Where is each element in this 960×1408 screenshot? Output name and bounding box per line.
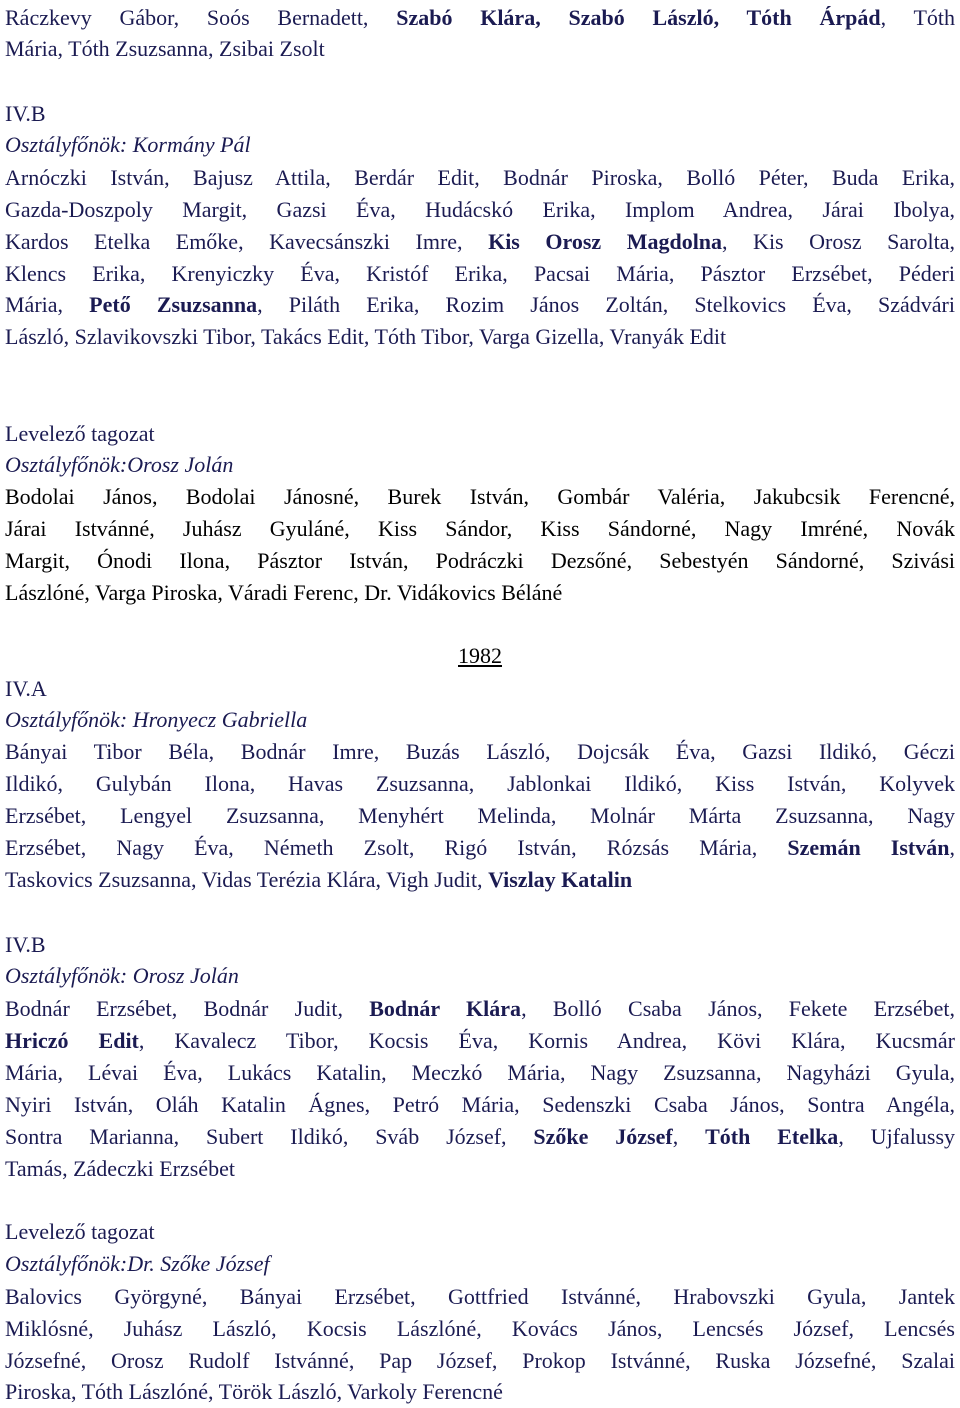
bold-name: Szabó Klára <box>396 5 536 30</box>
text-run: , Bolló Csaba János, Fekete Erzsébet, <box>521 996 955 1021</box>
bold-name: Pető Zsuzsanna <box>89 292 258 317</box>
text-run: , Kavalecz Tibor, Kocsis Éva, Kornis Andrea, Kövi Klára, Kucsmár <box>138 1028 955 1053</box>
bold-name: Bodnár Klára <box>369 996 522 1021</box>
class-teacher: Osztályfőnök:Orosz Jolán <box>5 452 234 477</box>
name-list-line: Ildikó, Gulybán Ilona, Havas Zsuzsanna, Jablonkai Ildikó, Kiss István, Kolyvek <box>5 771 955 796</box>
text-run: Ráczkevy Gábor, Soós Bernadett, <box>5 5 397 30</box>
bold-name: Hriczó Edit <box>5 1028 139 1053</box>
bold-name: Tóth Etelka <box>705 1124 839 1149</box>
text-run: , Ujfalussy <box>838 1124 956 1149</box>
text-run: , <box>713 5 747 30</box>
class-teacher: Osztályfőnök: Hronyecz Gabriella <box>5 707 308 732</box>
text-run: , <box>949 835 955 860</box>
class-heading: IV.B <box>5 101 46 126</box>
name-list-line: Bodolai János, Bodolai Jánosné, Burek István, Gombár Valéria, Jakubcsik Ferencné, <box>5 484 955 509</box>
text-run: , Kis Orosz Sarolta, <box>722 229 955 254</box>
name-list-line: Miklósné, Juhász László, Kocsis Lászlóné, Kovács János, Lencsés József, Lencsés <box>5 1316 955 1341</box>
name-list-line: Tamás, Zádeczki Erzsébet <box>5 1156 235 1181</box>
name-list-line <box>5 864 955 896</box>
bold-name: Kis Orosz Magdolna <box>488 229 723 254</box>
name-list-line: Balovics Györgyné, Bányai Erzsébet, Gottfried Istvánné, Hrabovszki Gyula, Jantek <box>5 1284 955 1309</box>
text-run: , <box>535 5 569 30</box>
name-list-line: Margit, Ónodi Ilona, Pásztor István, Podráczki Dezsőné, Sebestyén Sándorné, Szivási <box>5 548 955 573</box>
bold-name: Szabó László <box>568 5 714 30</box>
name-list-line: Mária, Tóth Zsuzsanna, Zsibai Zsolt <box>5 36 325 61</box>
name-list-line <box>5 1121 955 1153</box>
text-run: Kardos Etelka Emőke, Kavecsánszki Imre, <box>5 229 489 254</box>
name-list-line <box>5 1025 955 1057</box>
class-teacher: Osztályfőnök:Dr. Szőke József <box>5 1251 270 1276</box>
class-teacher: Osztályfőnök: Kormány Pál <box>5 132 251 157</box>
bold-name: Viszlay Katalin <box>488 867 633 892</box>
bold-name: Szőke József <box>533 1124 673 1149</box>
text-run: , Piláth Erika, Rozim János Zoltán, Stelkovics Éva, Szádvári <box>257 292 956 317</box>
name-list-line: Nyiri István, Oláh Katalin Ágnes, Petró Mária, Sedenszki Csaba János, Sontra Angéla, <box>5 1092 955 1117</box>
name-list-line <box>5 289 955 321</box>
text-run: Bodnár Erzsébet, Bodnár Judit, <box>5 996 370 1021</box>
name-list-line <box>5 2 955 34</box>
name-list-line <box>5 226 955 258</box>
text-run: , <box>672 1124 706 1149</box>
text-run: Erzsébet, Nagy Éva, Németh Zsolt, Rigó István, Rózsás Mária, <box>5 835 788 860</box>
bold-name: Tóth Árpád <box>746 5 881 30</box>
name-list-line: Klencs Erika, Krenyiczky Éva, Kristóf Erika, Pacsai Mária, Pásztor Erzsébet, Péderi <box>5 261 955 286</box>
name-list-line: László, Szlavikovszki Tibor, Takács Edit, Tóth Tibor, Varga Gizella, Vranyák Edit <box>5 324 727 349</box>
year-heading: 1982 <box>458 643 502 668</box>
name-list-line <box>5 993 955 1025</box>
class-teacher: Osztályfőnök: Orosz Jolán <box>5 963 239 988</box>
name-list-line: Járai Istvánné, Juhász Gyuláné, Kiss Sándor, Kiss Sándorné, Nagy Imréné, Novák <box>5 516 955 541</box>
text-run: Mária, <box>5 292 90 317</box>
name-list-line <box>5 832 955 864</box>
name-list-line: Gazda-Doszpoly Margit, Gazsi Éva, Hudácskó Erika, Implom Andrea, Járai Ibolya, <box>5 197 955 222</box>
class-heading: IV.A <box>5 676 47 701</box>
name-list-line: Lászlóné, Varga Piroska, Váradi Ferenc, Dr. Vidákovics Béláné <box>5 580 563 605</box>
name-list-line: Piroska, Tóth Lászlóné, Török László, Varkoly Ferencné <box>5 1379 503 1404</box>
class-heading: IV.B <box>5 932 46 957</box>
name-list-line: Józsefné, Orosz Rudolf Istvánné, Pap József, Prokop Istvánné, Ruska Józsefné, Szalai <box>5 1348 955 1373</box>
name-list-line: Erzsébet, Lengyel Zsuzsanna, Menyhért Melinda, Molnár Márta Zsuzsanna, Nagy <box>5 803 955 828</box>
bold-name: Szemán István <box>787 835 950 860</box>
name-list-line: Bányai Tibor Béla, Bodnár Imre, Buzás László, Dojcsák Éva, Gazsi Ildikó, Géczi <box>5 739 955 764</box>
text-run: , Tóth <box>880 5 956 30</box>
section-heading: Levelező tagozat <box>5 1219 155 1244</box>
text-run: Sontra Marianna, Subert Ildikó, Sváb József, <box>5 1124 534 1149</box>
section-heading: Levelező tagozat <box>5 421 155 446</box>
text-run: Taskovics Zsuzsanna, Vidas Terézia Klára, Vigh Judit, <box>5 867 489 892</box>
name-list-line: Arnóczki István, Bajusz Attila, Berdár Edit, Bodnár Piroska, Bolló Péter, Buda Erika, <box>5 165 955 190</box>
name-list-line: Mária, Lévai Éva, Lukács Katalin, Meczkó Mária, Nagy Zsuzsanna, Nagyházi Gyula, <box>5 1060 955 1085</box>
